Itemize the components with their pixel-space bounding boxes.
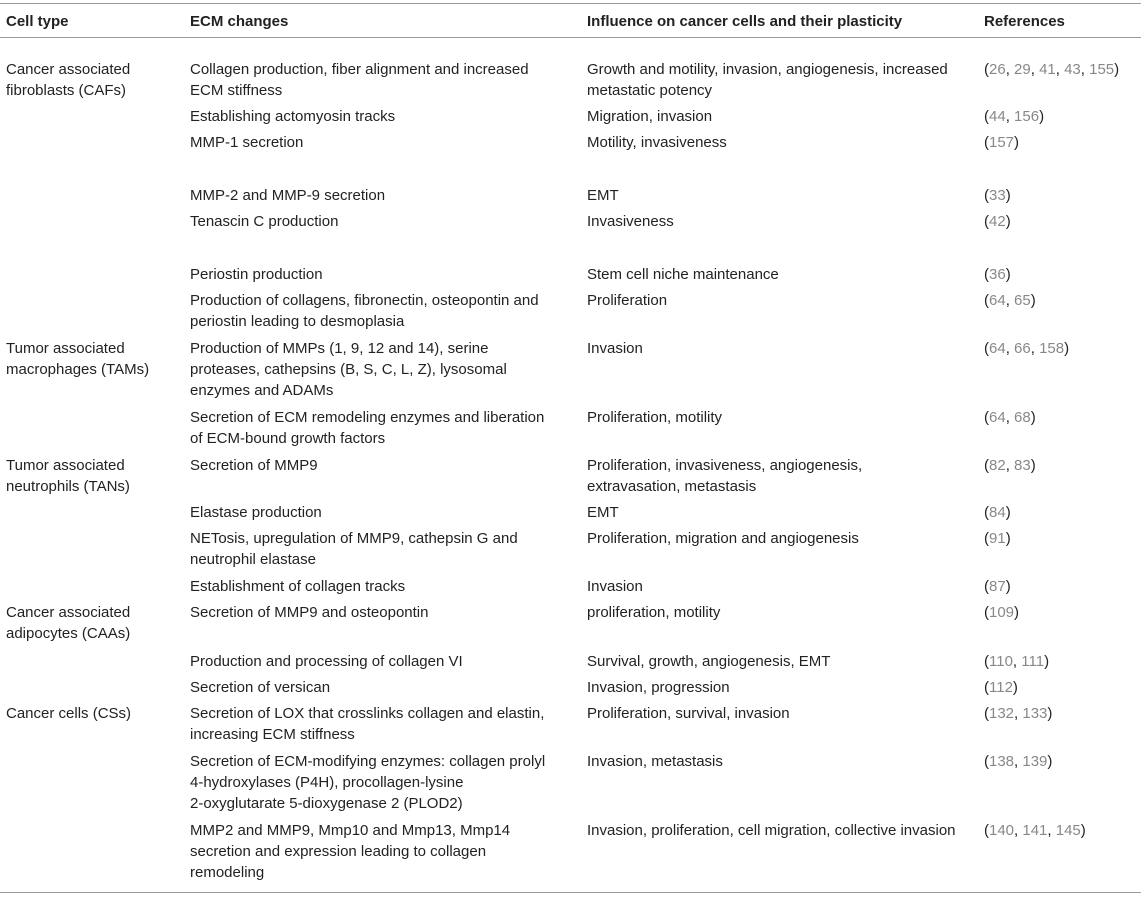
ecm-changes-line: 2-oxyglutarate 5-dioxygenase 2 (PLOD2)	[190, 795, 463, 812]
influence-line: Proliferation, migration and angiogenesis	[587, 530, 859, 547]
reference-link[interactable]: 140	[989, 822, 1015, 839]
reference-link[interactable]: 26	[989, 61, 1006, 78]
reference-link[interactable]: 141	[1022, 822, 1048, 839]
influence-line: Motility, invasiveness	[587, 134, 727, 151]
ecm-changes-line: Secretion of LOX that crosslinks collagen and elastin,	[190, 705, 545, 722]
ecm-changes	[190, 576, 560, 597]
influence-line: EMT	[587, 504, 619, 521]
influence	[587, 502, 977, 523]
reference-link[interactable]: 65	[1014, 292, 1031, 309]
references: (112)	[984, 679, 1018, 696]
cell-type-line: fibroblasts (CAFs)	[6, 82, 127, 99]
reference-link[interactable]: 139	[1022, 753, 1048, 770]
reference-link[interactable]: 84	[989, 504, 1006, 521]
influence-line: Proliferation, motility	[587, 409, 723, 426]
influence	[587, 132, 977, 153]
header-influence: Influence on cancer cells and their plasticity	[587, 13, 903, 30]
cell-type-line: Tumor associated	[6, 457, 125, 474]
references: (140, 141, 145)	[984, 822, 1086, 839]
ecm-changes-line: Secretion of MMP9	[190, 457, 318, 474]
cell-type-line: Tumor associated	[6, 340, 125, 357]
influence	[587, 264, 977, 285]
reference-link[interactable]: 68	[1014, 409, 1031, 426]
references: (132, 133)	[984, 705, 1053, 722]
ecm-changes	[190, 651, 560, 672]
ecm-changes	[190, 59, 560, 101]
ecm-changes-line: proteases, cathepsins (B, S, C, L, Z), lysosomal	[190, 361, 507, 378]
reference-link[interactable]: 36	[989, 266, 1006, 283]
influence-line: Survival, growth, angiogenesis, EMT	[587, 653, 831, 670]
cell-type-line: Cancer associated	[6, 604, 131, 621]
influence	[587, 455, 977, 497]
references: (84)	[984, 504, 1011, 521]
ecm-changes-line: remodeling	[190, 864, 265, 881]
references: (64, 66, 158)	[984, 340, 1070, 357]
ecm-changes-line: 4-hydroxylases (P4H), procollagen-lysine	[190, 774, 464, 791]
ecm-changes-line: Production and processing of collagen VI	[190, 653, 463, 670]
ecm-changes-line: Secretion of MMP9 and osteopontin	[190, 604, 429, 621]
references: (36)	[984, 266, 1011, 283]
references: (157)	[984, 134, 1020, 151]
influence	[587, 106, 977, 127]
influence-line: Proliferation, invasiveness, angiogenesis,	[587, 457, 863, 474]
ecm-changes	[190, 820, 560, 883]
influence	[587, 703, 977, 724]
influence-line: Invasion, progression	[587, 679, 730, 696]
reference-link[interactable]: 110	[989, 653, 1013, 670]
cell-type	[6, 455, 176, 497]
reference-link[interactable]: 145	[1055, 822, 1081, 839]
references: (64, 68)	[984, 409, 1036, 426]
ecm-changes-line: MMP-1 secretion	[190, 134, 304, 151]
cell-type	[6, 602, 176, 644]
reference-link[interactable]: 64	[989, 409, 1006, 426]
ecm-changes	[190, 703, 560, 745]
ecm-changes-line: enzymes and ADAMs	[190, 382, 334, 399]
references: (82, 83)	[984, 457, 1036, 474]
reference-link[interactable]: 83	[1014, 457, 1031, 474]
reference-link[interactable]: 156	[1014, 108, 1040, 125]
ecm-changes-line: periostin leading to desmoplasia	[190, 313, 405, 330]
influence-line: Proliferation, survival, invasion	[587, 705, 790, 722]
reference-link[interactable]: 82	[989, 457, 1006, 474]
reference-link[interactable]: 155	[1089, 61, 1115, 78]
reference-link[interactable]: 132	[989, 705, 1015, 722]
influence-line: Migration, invasion	[587, 108, 713, 125]
influence	[587, 211, 977, 232]
ecm-changes	[190, 751, 560, 814]
cell-type-line: neutrophils (TANs)	[6, 478, 130, 495]
header-ecm-changes: ECM changes	[190, 13, 289, 30]
ecm-changes-line: Secretion of versican	[190, 679, 331, 696]
influence	[587, 602, 977, 623]
ecm-changes	[190, 290, 560, 332]
reference-link[interactable]: 91	[989, 530, 1006, 547]
reference-link[interactable]: 158	[1039, 340, 1065, 357]
bottom-rule	[0, 892, 1141, 893]
ecm-changes-line: NETosis, upregulation of MMP9, cathepsin G and	[190, 530, 518, 547]
reference-link[interactable]: 29	[1014, 61, 1031, 78]
influence-line: Proliferation	[587, 292, 668, 309]
header-rule	[0, 37, 1141, 38]
influence	[587, 576, 977, 597]
references: (42)	[984, 213, 1011, 230]
ecm-changes	[190, 502, 560, 523]
influence	[587, 338, 977, 359]
references: (91)	[984, 530, 1011, 547]
header-cell-type: Cell type	[6, 13, 69, 30]
reference-link[interactable]: 64	[989, 340, 1006, 357]
references: (87)	[984, 578, 1011, 595]
references: (138, 139)	[984, 753, 1053, 770]
header-references: References	[984, 13, 1065, 30]
ecm-changes	[190, 407, 560, 449]
ecm-changes-line: Production of collagens, fibronectin, osteopontin and	[190, 292, 539, 309]
references: (109)	[984, 604, 1020, 621]
cell-type-line: adipocytes (CAAs)	[6, 625, 131, 642]
influence	[587, 651, 977, 672]
ecm-changes-line: Establishment of collagen tracks	[190, 578, 406, 595]
ecm-changes-line: Elastase production	[190, 504, 322, 521]
cell-type-line: Cancer associated	[6, 61, 131, 78]
reference-link[interactable]: 66	[1014, 340, 1031, 357]
ecm-changes	[190, 106, 560, 127]
cell-type	[6, 59, 176, 101]
influence	[587, 407, 977, 428]
ecm-changes-line: MMP2 and MMP9, Mmp10 and Mmp13, Mmp14	[190, 822, 511, 839]
reference-link[interactable]: 112	[989, 679, 1013, 696]
ecm-changes-line: Tenascin C production	[190, 213, 339, 230]
influence-line: Invasiveness	[587, 213, 674, 230]
reference-link[interactable]: 111	[1021, 653, 1045, 670]
reference-link[interactable]: 41	[1039, 61, 1056, 78]
reference-link[interactable]: 133	[1022, 705, 1048, 722]
influence-line: proliferation, motility	[587, 604, 721, 621]
influence-line: Stem cell niche maintenance	[587, 266, 779, 283]
influence-line: Invasion, proliferation, cell migration, collective invasion	[587, 822, 956, 839]
reference-link[interactable]: 44	[989, 108, 1006, 125]
influence	[587, 185, 977, 206]
ecm-changes-line: Collagen production, fiber alignment and increased	[190, 61, 529, 78]
ecm-changes-line: neutrophil elastase	[190, 551, 316, 568]
ecm-changes	[190, 455, 560, 476]
influence	[587, 820, 977, 841]
influence-line: Growth and motility, invasion, angiogenesis, increased	[587, 61, 948, 78]
influence	[587, 677, 977, 698]
cell-type-line: Cancer cells (CSs)	[6, 705, 132, 722]
influence	[587, 751, 977, 772]
references: (33)	[984, 187, 1011, 204]
ecm-changes-line: Establishing actomyosin tracks	[190, 108, 396, 125]
ecm-changes	[190, 677, 560, 698]
ecm-changes	[190, 132, 560, 153]
reference-link[interactable]: 42	[989, 213, 1006, 230]
ecm-changes	[190, 602, 560, 623]
cell-type-line: macrophages (TAMs)	[6, 361, 150, 378]
reference-link[interactable]: 109	[989, 604, 1015, 621]
influence-line: metastatic potency	[587, 82, 713, 99]
influence-line: Invasion	[587, 578, 643, 595]
influence-line: Invasion, metastasis	[587, 753, 723, 770]
reference-link[interactable]: 87	[989, 578, 1006, 595]
ecm-changes	[190, 185, 560, 206]
influence-line: Invasion	[587, 340, 643, 357]
references: (44, 156)	[984, 108, 1045, 125]
reference-link[interactable]: 138	[989, 753, 1015, 770]
ecm-changes-line: ECM stiffness	[190, 82, 283, 99]
ecm-changes	[190, 211, 560, 232]
ecm-changes-line: Secretion of ECM remodeling enzymes and liberation	[190, 409, 545, 426]
ecm-changes-line: Production of MMPs (1, 9, 12 and 14), serine	[190, 340, 489, 357]
reference-link[interactable]: 157	[989, 134, 1015, 151]
influence	[587, 59, 977, 101]
ecm-changes	[190, 338, 560, 401]
ecm-changes	[190, 528, 560, 570]
cell-type	[6, 338, 176, 380]
reference-link[interactable]: 64	[989, 292, 1006, 309]
ecm-changes-line: MMP-2 and MMP-9 secretion	[190, 187, 386, 204]
influence	[587, 528, 977, 549]
ecm-changes-line: Secretion of ECM-modifying enzymes: collagen prolyl	[190, 753, 546, 770]
ecm-changes-line: secretion and expression leading to collagen	[190, 843, 487, 860]
reference-link[interactable]: 43	[1064, 61, 1081, 78]
ecm-changes-line: Periostin production	[190, 266, 323, 283]
ecm-changes-line: increasing ECM stiffness	[190, 726, 355, 743]
reference-link[interactable]: 33	[989, 187, 1006, 204]
ecm-changes	[190, 264, 560, 285]
cell-type	[6, 703, 176, 724]
top-rule	[0, 3, 1141, 4]
influence	[587, 290, 977, 311]
references: (110, 111)	[984, 653, 1050, 670]
influence-line: extravasation, metastasis	[587, 478, 757, 495]
references: (64, 65)	[984, 292, 1036, 309]
ecm-changes-line: of ECM-bound growth factors	[190, 430, 386, 447]
references: (26, 29, 41, 43, 155)	[984, 61, 1120, 78]
influence-line: EMT	[587, 187, 619, 204]
